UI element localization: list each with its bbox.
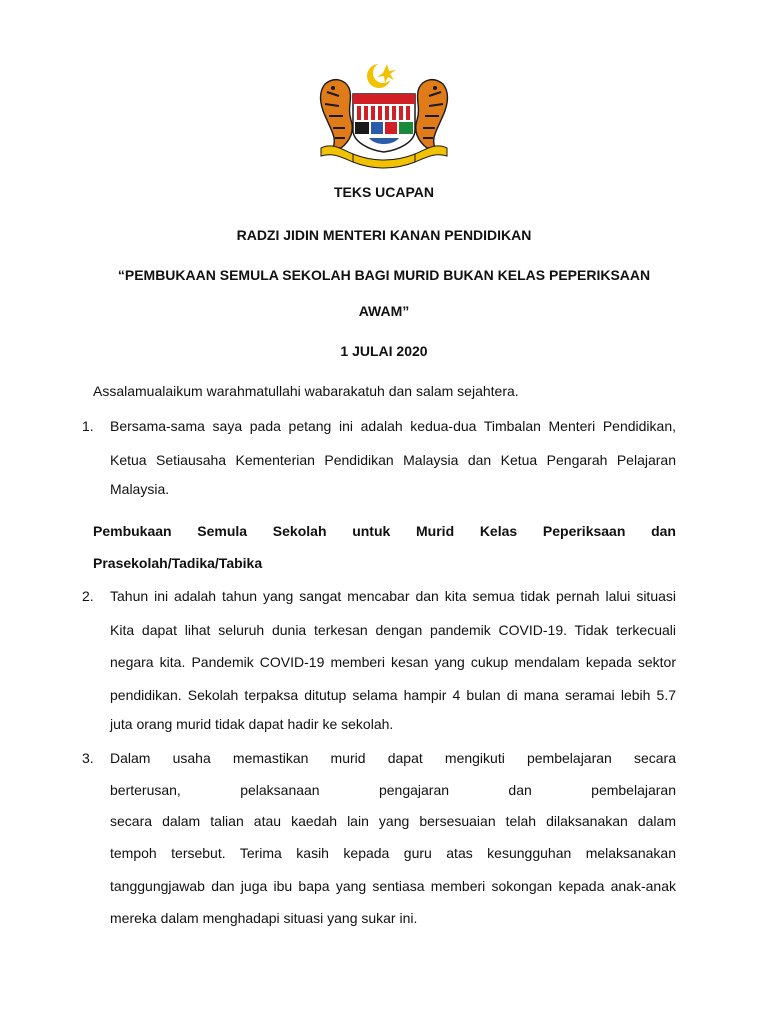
paragraph-line: Dalam usaha memastikan murid dapat mengikuti pembelajaran secara bbox=[110, 750, 676, 766]
paragraph-number: 3. bbox=[82, 750, 94, 766]
paragraph-line: juta orang murid tidak dapat hadir ke sekolah. bbox=[110, 716, 394, 732]
paragraph-line: Ketua Setiausaha Kementerian Pendidikan Malaysia dan Ketua Pengarah Pelajaran bbox=[110, 452, 676, 468]
paragraph-line: secara dalam talian atau kaedah lain yang bersesuaian telah dilaksanakan dalam bbox=[110, 813, 676, 829]
paragraph-line: Malaysia. bbox=[110, 481, 170, 497]
paragraph-number: 1. bbox=[82, 418, 94, 434]
right-tiger-icon bbox=[416, 80, 448, 148]
speaker-title: RADZI JIDIN MENTERI KANAN PENDIDIKAN bbox=[236, 227, 532, 243]
paragraph-line: tempoh tersebut. Terima kasih kepada guru atas kesungguhan melaksanakan bbox=[110, 845, 676, 861]
section-heading-line-2: Prasekolah/Tadika/Tabika bbox=[93, 555, 263, 571]
paragraph-line: Bersama-sama saya pada petang ini adalah kedua-dua Timbalan Menteri Pendidikan, bbox=[110, 418, 676, 434]
crescent-star-icon bbox=[367, 63, 396, 88]
paragraph-line: Tahun ini adalah tahun yang sangat mencabar dan kita semua tidak pernah lalui situasi bbox=[110, 588, 676, 604]
greeting-text: Assalamualaikum warahmatullahi wabarakatuh dan salam sejahtera. bbox=[93, 383, 519, 399]
paragraph-line: pendidikan. Sekolah terpaksa ditutup selama hampir 4 bulan di mana seramai lebih 5.7 bbox=[110, 687, 676, 703]
topic-line-1: “PEMBUKAAN SEMULA SEKOLAH BAGI MURID BUKAN KELAS PEPERIKSAAN bbox=[117, 267, 651, 283]
coat-of-arms-logo bbox=[313, 58, 455, 170]
paragraph-line: Kita dapat lihat seluruh dunia terkesan dengan pandemik COVID-19. Tidak terkecuali bbox=[110, 622, 676, 638]
topic-line-2: AWAM” bbox=[358, 303, 410, 319]
paragraph-line: mereka dalam menghadapi situasi yang sukar ini. bbox=[110, 910, 418, 926]
paragraph-line: tanggungjawab dan juga ibu bapa yang sentiasa memberi sokongan kepada anak-anak bbox=[110, 878, 676, 894]
left-tiger-icon bbox=[321, 80, 353, 148]
speech-date: 1 JULAI 2020 bbox=[340, 343, 428, 359]
document-title: TEKS UCAPAN bbox=[333, 184, 435, 200]
paragraph-line: berterusan, pelaksanaan pengajaran dan pembelajaran bbox=[110, 782, 676, 798]
paragraph-number: 2. bbox=[82, 588, 94, 604]
section-heading-line-1: Pembukaan Semula Sekolah untuk Murid Kelas Peperiksaan dan bbox=[93, 523, 676, 539]
paragraph-line: negara kita. Pandemik COVID-19 memberi kesan yang cukup mendalam kepada sektor bbox=[110, 654, 676, 670]
shield-icon bbox=[353, 94, 415, 152]
